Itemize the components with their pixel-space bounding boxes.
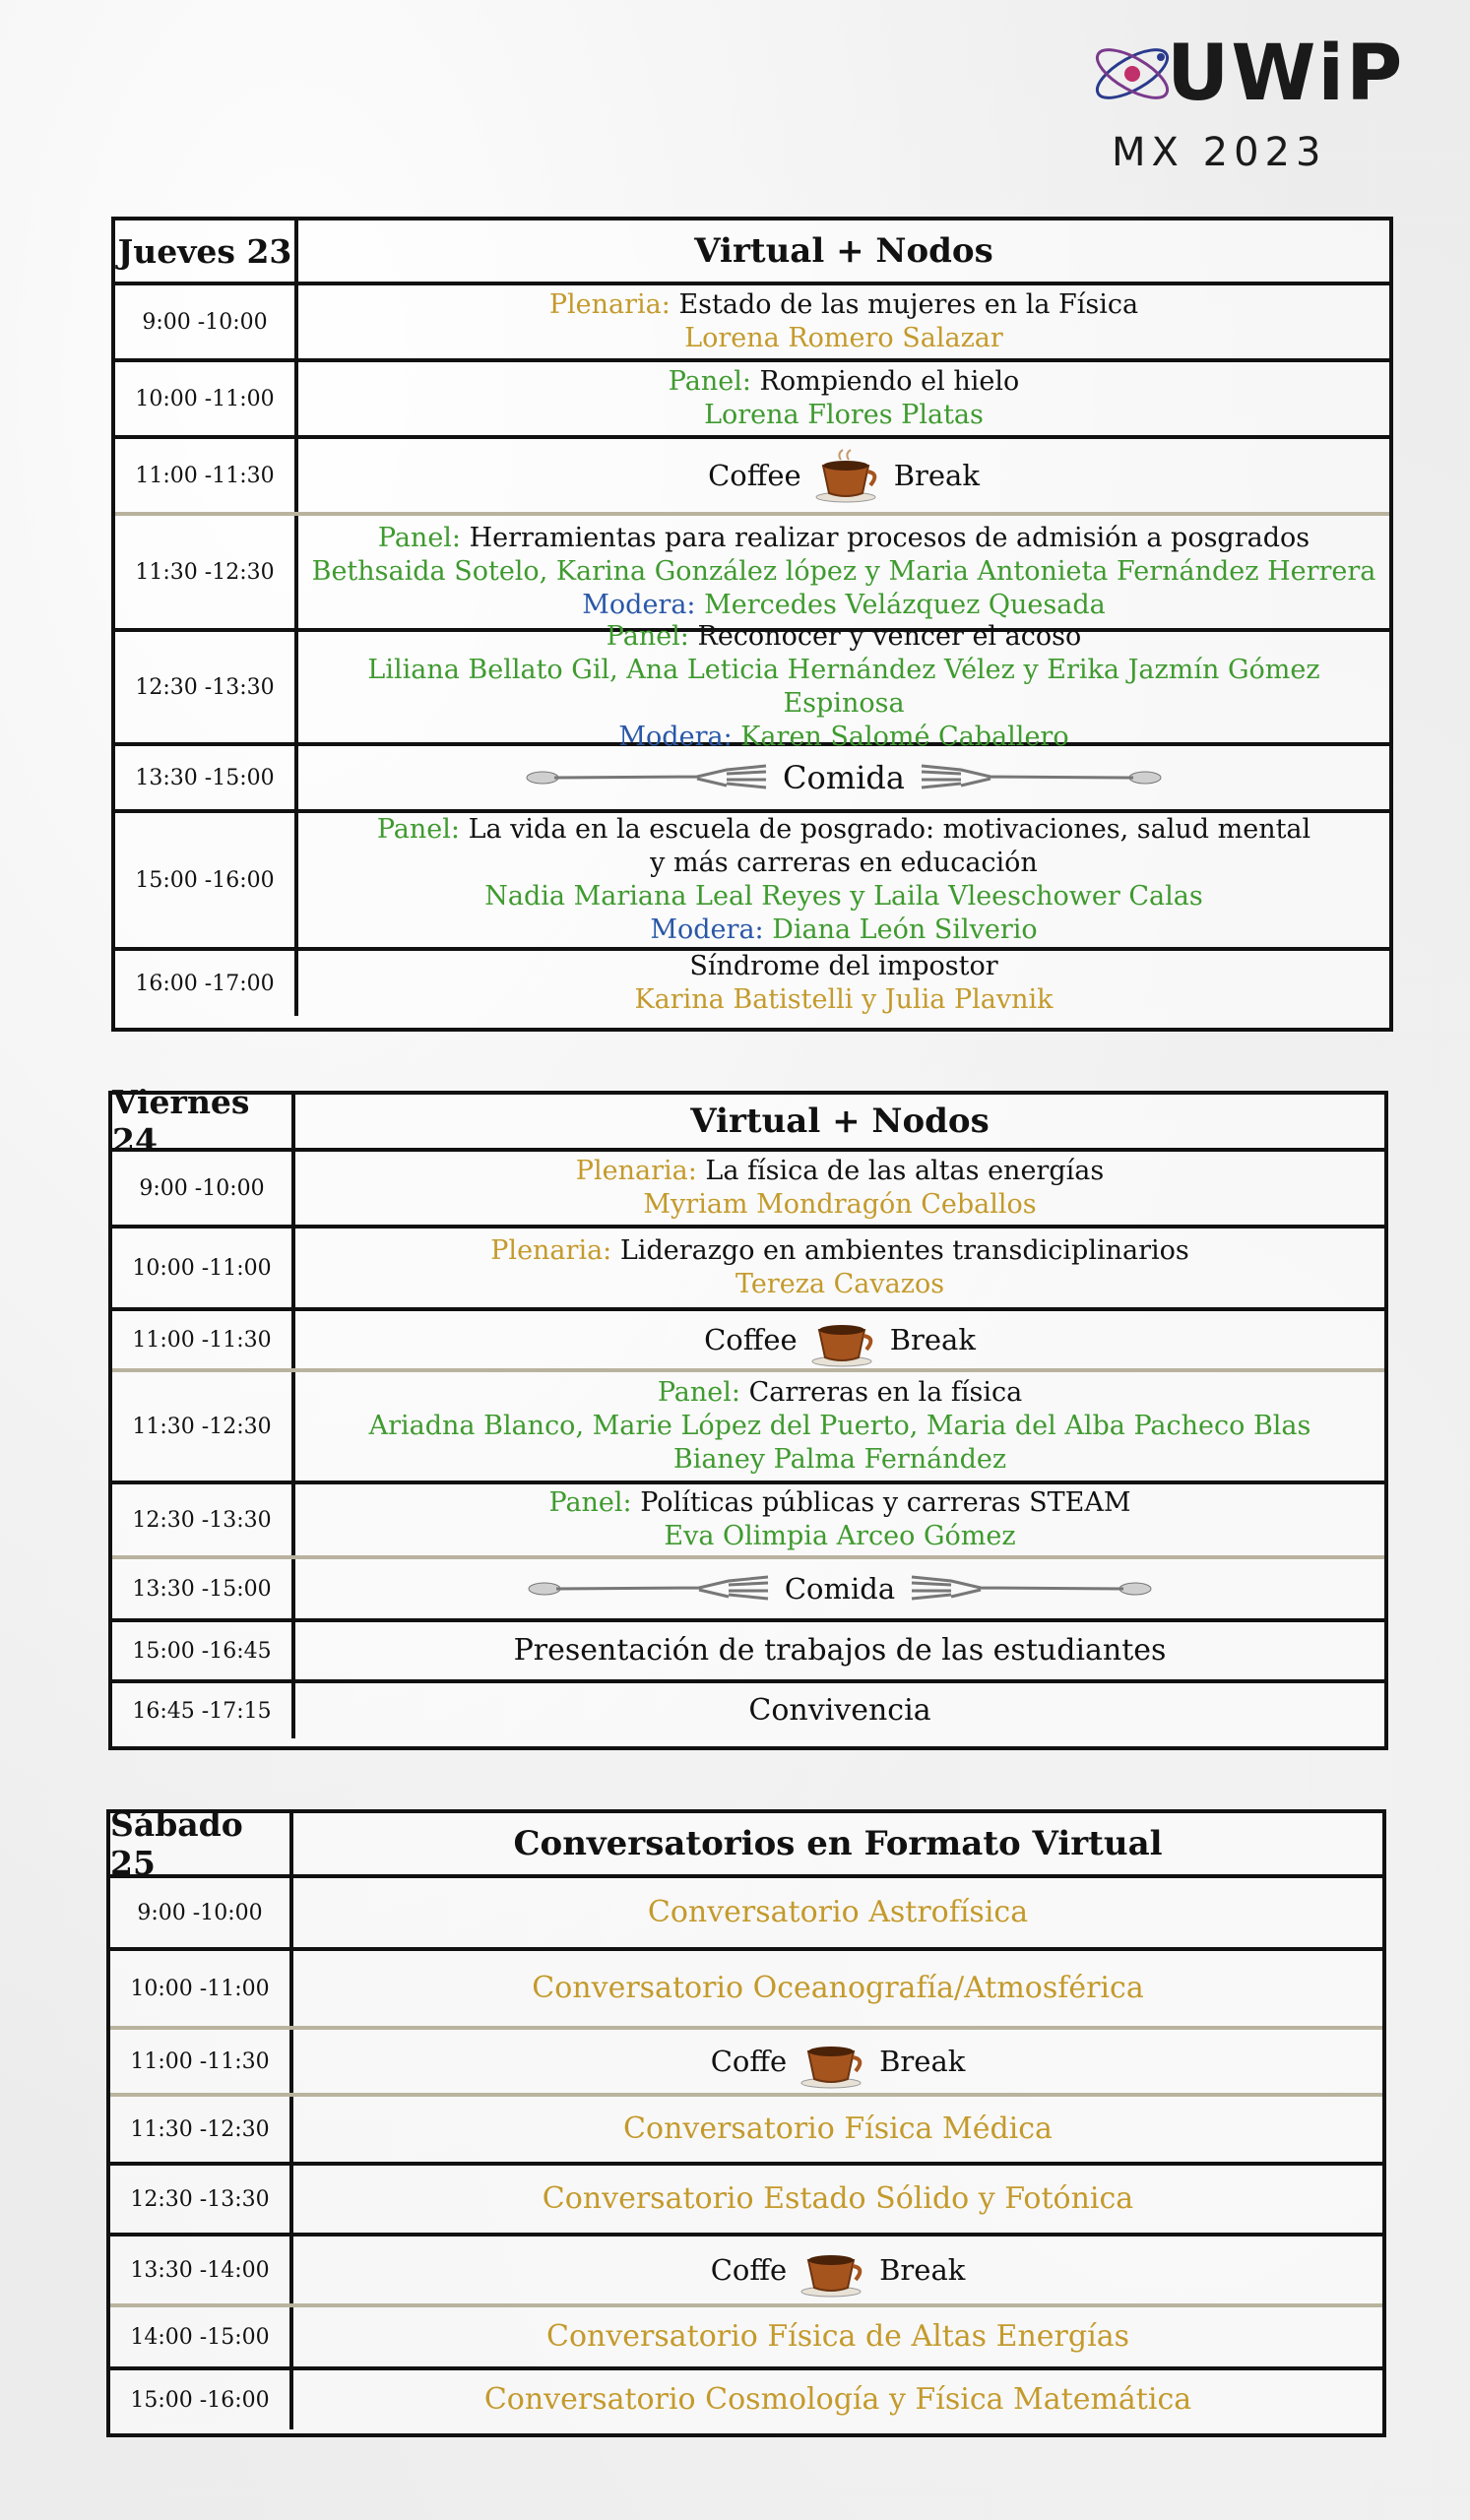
session-speakers: Ariadna Blanco, Marie López del Puerto, Maria del Alba Pacheco Blas [368,1411,1311,1441]
coffee-label: Coffe [710,2253,788,2287]
coffee-label: Coffe [710,2045,788,2078]
session-type: Panel: [606,621,689,652]
time-cell: 9:00 -10:00 [112,1152,295,1225]
moderator-name: Diana León Silverio [772,914,1038,945]
table-row [115,435,1389,512]
session-cell [298,516,1389,628]
header-row [115,220,1389,282]
session-speakers: Eva Olimpia Arceo Gómez [664,1521,1016,1551]
table-row [110,2026,1382,2093]
session-speakers: Myriam Mondragón Ceballos [643,1189,1037,1220]
time-cell: 13:30 -15:00 [115,746,298,809]
break-label: Break [879,2253,966,2287]
session-cell [298,285,1389,358]
mode-label: Conversatorios en Formato Virtual [513,1824,1163,1863]
break-cell [298,439,1389,512]
break-cell [293,2030,1382,2093]
time-cell: 11:00 -11:30 [115,439,298,512]
table-row [115,282,1389,358]
meal-cell [298,746,1389,809]
time-cell: 10:00 -11:00 [110,1951,293,2026]
break-label: Break [879,2045,966,2078]
session-cell [298,621,1389,752]
session-speakers: Lorena Romero Salazar [684,323,1003,353]
session-cell [295,1152,1384,1225]
break-label: Break [893,459,980,492]
session-speakers: Nadia Mariana Leal Reyes y Laila Vleeschower Calas [484,881,1203,912]
session-cell [295,1484,1384,1555]
session-cell [295,1228,1384,1307]
session-type: Plenaria: [490,1235,612,1266]
meal-cell [295,1559,1384,1618]
coffee-label: Coffee [708,459,801,492]
moderator-name: Mercedes Velázquez Quesada [704,590,1106,620]
mode-label: Virtual + Nodos [694,231,993,271]
table-row [110,2303,1382,2366]
session-title: Conversatorio Cosmología y Física Matemática [483,2382,1192,2417]
session-cell [295,1372,1384,1480]
table-row [112,1148,1384,1225]
session-cell [298,362,1389,435]
coffee-label: Coffee [704,1323,798,1356]
moderator-name: Karen Salomé Caballero [740,722,1069,752]
coffee-cup-icon [799,2242,867,2298]
coffee-cup-icon [799,2034,867,2089]
table-row [112,1225,1384,1307]
time-cell: 11:00 -11:30 [110,2030,293,2093]
session-type: Panel: [657,1377,740,1408]
session-title-cont: y más carreras en educación [650,848,1038,878]
meal-label: Comida [784,1572,896,1606]
time-cell: 13:30 -14:00 [110,2236,293,2303]
time-cell: 12:30 -13:30 [112,1484,295,1555]
break-cell [293,2236,1382,2303]
schedule-friday [108,1083,1388,1750]
table-row [112,1480,1384,1555]
session-title: Liderazgo en ambientes transdiciplinarios [619,1235,1189,1266]
table-row [115,947,1389,1016]
table-row [110,2233,1382,2303]
time-cell: 12:30 -13:30 [110,2166,293,2233]
session-title: Presentación de trabajos de las estudiantes [513,1633,1167,1668]
logo-subtitle: MX 2023 [1112,130,1327,175]
time-cell: 11:00 -11:30 [112,1311,295,1368]
time-cell: 9:00 -10:00 [115,285,298,358]
uwip-logo [1088,30,1405,177]
day-label: Jueves 23 [115,220,298,282]
session-title: Conversatorio Física Médica [623,2111,1053,2146]
table-row [110,2366,1382,2429]
break-cell [295,1311,1384,1368]
logo-title: UWiP [1167,30,1405,118]
atom-logo-icon [1088,30,1177,118]
session-speakers: Bethsaida Sotelo, Karina González lópez y Maria Antonieta Fernández Herrera [311,556,1376,587]
session-type: Panel: [668,366,751,397]
day-label: Viernes 24 [112,1095,295,1148]
table-row [110,1947,1382,2026]
session-type: Plenaria: [575,1156,697,1186]
header-row [112,1083,1384,1160]
session-cell [298,951,1389,1016]
time-cell: 14:00 -15:00 [110,2307,293,2366]
session-title: Reconocer y vencer el acoso [697,621,1082,652]
time-cell: 9:00 -10:00 [110,1878,293,1947]
table-row [110,1874,1382,1947]
time-cell: 15:00 -16:00 [110,2370,293,2429]
table-row [115,742,1389,809]
session-type: Plenaria: [548,289,671,320]
time-cell: 12:30 -13:30 [115,632,298,742]
time-cell: 10:00 -11:00 [115,362,298,435]
schedule-saturday [106,1805,1386,2437]
time-cell: 16:45 -17:15 [112,1683,295,1738]
moderator-label: Modera: [650,914,764,945]
moderator-label: Modera: [618,722,733,752]
session-title: Conversatorio Física de Altas Energías [546,2319,1129,2354]
session-title: Conversatorio Astrofísica [647,1895,1029,1929]
fork-icon [525,758,771,797]
schedule-thursday [111,217,1393,1032]
session-type: Panel: [548,1487,632,1518]
fork-icon [907,1569,1153,1608]
time-cell: 10:00 -11:00 [112,1228,295,1307]
mode-label: Virtual + Nodos [690,1102,990,1141]
break-label: Break [889,1323,976,1356]
session-title: Conversatorio Oceanografía/Atmosférica [532,1971,1144,2005]
session-title: Carreras en la física [748,1377,1023,1408]
session-speakers: Lorena Flores Platas [704,400,984,430]
coffee-cup-icon [809,1312,878,1367]
moderator-label: Modera: [582,590,696,620]
time-cell: 15:00 -16:45 [112,1622,295,1679]
session-speakers-cont: Bianey Palma Fernández [672,1444,1007,1475]
table-row [112,1618,1384,1679]
meal-label: Comida [783,759,905,796]
time-cell: 11:30 -12:30 [115,516,298,628]
session-speakers: Karina Batistelli y Julia Plavnik [634,984,1054,1015]
table-row [110,2093,1382,2162]
session-cell [298,813,1389,947]
session-speakers: Liliana Bellato Gil, Ana Leticia Hernández Vélez y Erika Jazmín Gómez Espinosa [367,655,1320,719]
table-row [115,809,1389,947]
time-cell: 15:00 -16:00 [115,813,298,947]
session-title: Herramientas para realizar procesos de admisión a posgrados [469,523,1310,553]
session-title: La vida en la escuela de posgrado: motivaciones, salud mental [468,814,1311,845]
day-label: Sábado 25 [110,1813,293,1874]
session-title: Síndrome del impostor [689,951,998,981]
session-type: Panel: [376,814,460,845]
session-title: Rompiendo el hielo [759,366,1020,397]
table-row [115,358,1389,435]
fork-icon [527,1569,773,1608]
fork-icon [917,758,1163,797]
time-cell: 16:00 -17:00 [115,951,298,1016]
table-row [115,512,1389,628]
session-title: Conversatorio Estado Sólido y Fotónica [542,2181,1134,2216]
session-title: Estado de las mujeres en la Física [678,289,1139,320]
time-cell: 11:30 -12:30 [110,2097,293,2162]
session-title: Políticas públicas y carreras STEAM [640,1487,1131,1518]
coffee-cup-icon [813,448,882,503]
header-row [110,1805,1382,1882]
table-row [112,1679,1384,1738]
time-cell: 13:30 -15:00 [112,1559,295,1618]
session-title: Convivencia [748,1693,931,1728]
session-type: Panel: [377,523,462,553]
table-row [110,2162,1382,2233]
table-row [112,1368,1384,1480]
time-cell: 11:30 -12:30 [112,1372,295,1480]
table-row [115,621,1389,752]
table-row [112,1555,1384,1618]
session-title: La física de las altas energías [705,1156,1105,1186]
table-row [112,1307,1384,1368]
session-speakers: Tereza Cavazos [735,1269,945,1299]
